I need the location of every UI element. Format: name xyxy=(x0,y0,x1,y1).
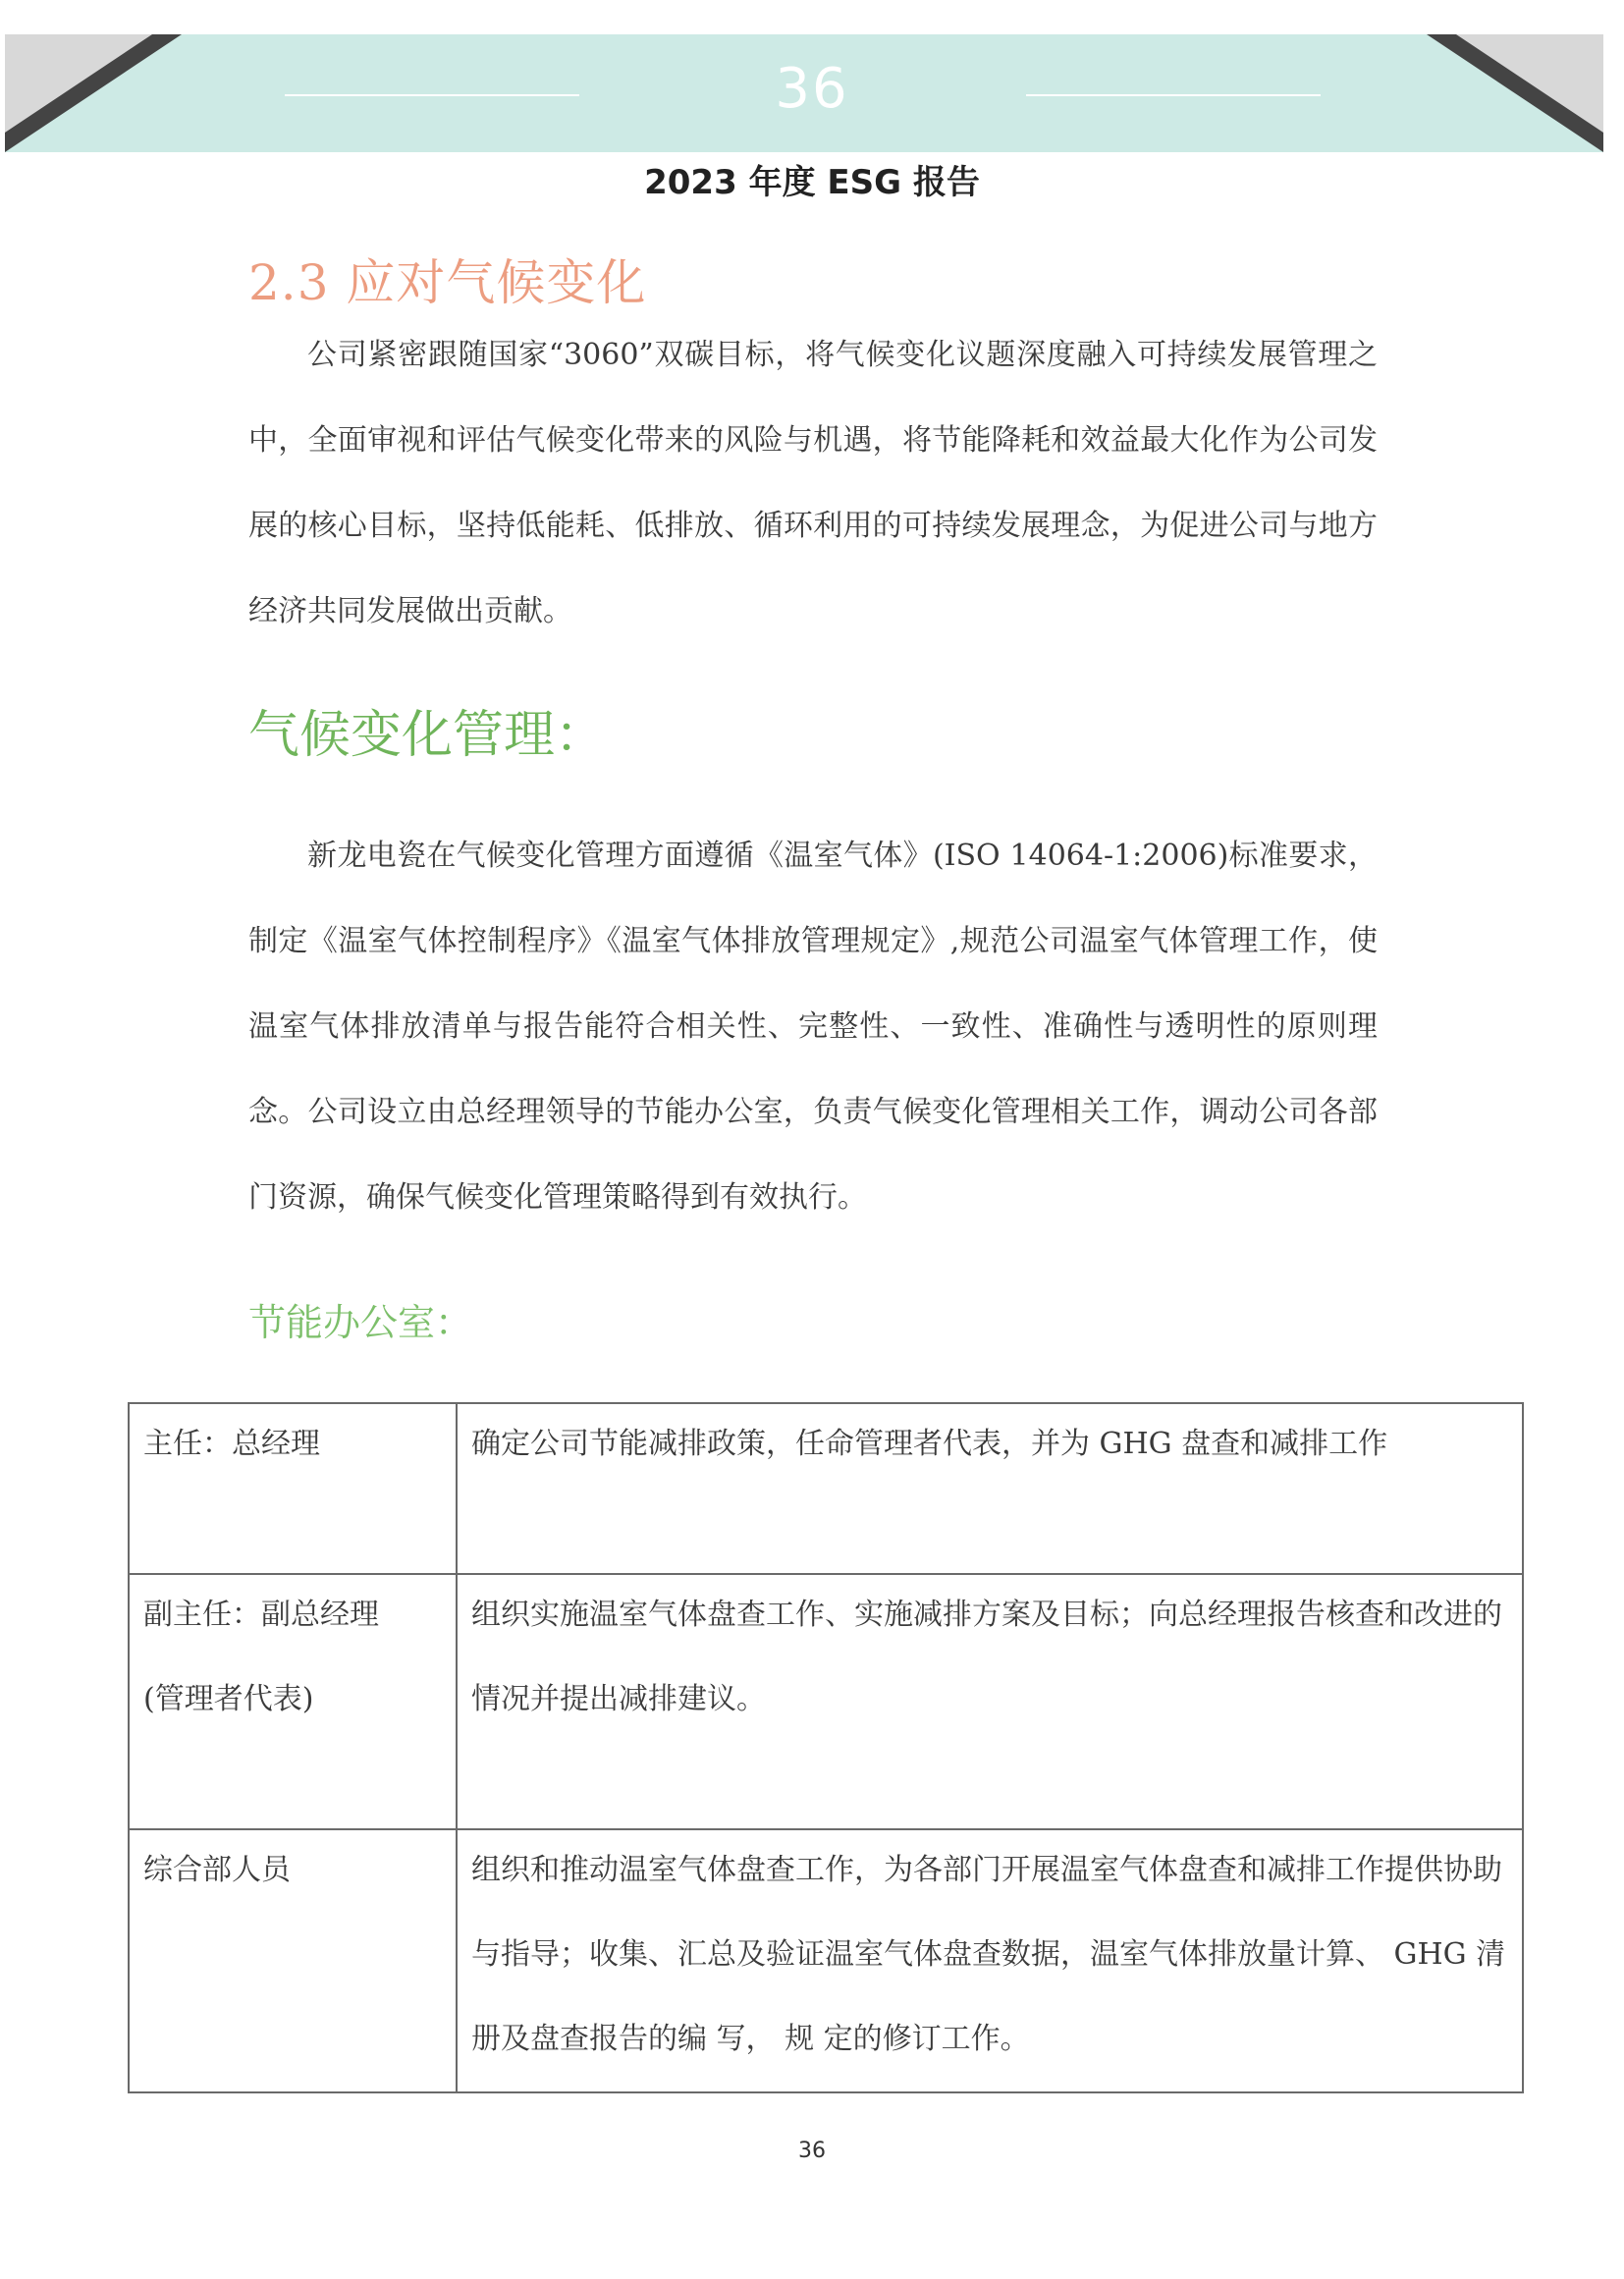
section-title: 2.3 应对气候变化 xyxy=(248,254,647,311)
duty-text: 组织和推动温室气体盘查工作，为各部门开展温室气体盘查和减排工作提供协助与指导；收集、汇总及验证温室气体盘查数据，温室气体排放量计算、 GHG 清册及盘查报告的编 写， 规 定的修订工作。 xyxy=(471,1853,1506,2056)
footer-page-number: 36 xyxy=(798,2139,826,2163)
energy-office-table xyxy=(128,1402,1524,2093)
duty-text: 组织实施温室气体盘查工作、实施减排方案及目标；向总经理报告核查和改进的情况并提出减排建议。 xyxy=(471,1598,1502,1716)
energy-office-heading: 节能办公室： xyxy=(248,1301,473,1344)
section-intro-paragraph: 公司紧密跟随国家“3060”双碳目标，将气候变化议题深度融入可持续发展管理之中，全面审视和评估气候变化带来的风险与机遇，将节能降耗和效益最大化作为公司发展的核心目标，坚持低能耗、低排放、循环利用的可持续发展理念，为促进公司与地方经济共同发展做出贡献。 xyxy=(248,338,1378,628)
role-cell xyxy=(129,1403,457,1574)
table-row xyxy=(129,1574,1523,1829)
role-text: 主任：总经理 xyxy=(143,1427,320,1461)
role-text: 副主任：副总经理 xyxy=(143,1598,379,1632)
duty-cell xyxy=(457,1574,1523,1829)
duty-cell xyxy=(457,1829,1523,2092)
table-row xyxy=(129,1829,1523,2092)
duty-cell xyxy=(457,1403,1523,1574)
role-text: 综合部人员 xyxy=(143,1853,291,1887)
page-badge: 36 xyxy=(775,57,849,121)
role-subtext: (管理者代表) xyxy=(143,1682,314,1716)
role-cell xyxy=(129,1574,457,1829)
role-cell xyxy=(129,1829,457,2092)
duty-text: 确定公司节能减排政策，任命管理者代表，并为 GHG 盘查和减排工作 xyxy=(471,1427,1388,1461)
table-row xyxy=(129,1403,1523,1574)
climate-management-paragraph: 新龙电瓷在气候变化管理方面遵循《温室气体》(ISO 14064-1:2006)标准要求，制定《温室气体控制程序》《温室气体排放管理规定》,规范公司温室气体管理工作，使温室气体排放清单与报告能符合相关性、完整性、一致性、准确性与透明性的原则理念。公司设立由总经理领导的节能办公室，负责气候变化管理相关工作，调动公司各部门资源，确保气候变化管理策略得到有效执行。 xyxy=(248,839,1378,1215)
report-title: 2023 年度 ESG 报告 xyxy=(644,163,980,202)
climate-management-heading: 气候变化管理： xyxy=(248,706,607,765)
